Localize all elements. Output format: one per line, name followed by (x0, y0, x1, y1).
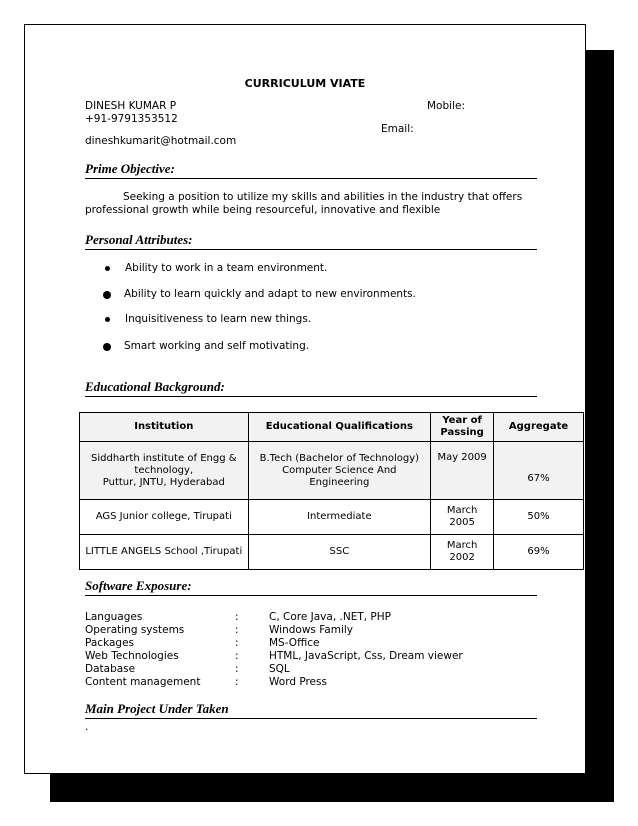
table-header-row (80, 413, 584, 442)
header-aggregate: Aggregate (494, 413, 584, 442)
cell-institution: AGS Junior college, Tirupati (80, 500, 249, 535)
header-qualifications: Educational Qualifications (248, 413, 431, 442)
document-title: CURRICULUM VIATE (244, 77, 366, 90)
software-list (85, 611, 463, 689)
candidate-name: DINESH KUMAR P (85, 100, 177, 112)
cell-qualification: B.Tech (Bachelor of Technology) Computer Science And Engineering (248, 442, 431, 500)
email-label: Email: (381, 123, 414, 135)
list-item: Languages : C, Core Java, .NET, PHP (85, 611, 391, 623)
header-institution: Institution (80, 413, 249, 442)
objective-line-2: professional growth while being resourceful, innovative and flexible (85, 204, 441, 216)
bullet-icon (103, 343, 111, 351)
list-item: Ability to work in a team environment. (103, 262, 327, 275)
objective-heading: Prime Objective: (85, 161, 537, 179)
cell-year: May 2009 (431, 442, 494, 500)
list-item: Packages : MS-Office (85, 637, 320, 649)
resume-page (24, 24, 586, 774)
table-row (80, 442, 584, 500)
project-placeholder: . (85, 721, 89, 733)
attributes-heading: Personal Attributes: (85, 232, 537, 250)
objective-line-1: Seeking a position to utilize my skills and abilities in the industry that offers (123, 191, 523, 203)
cell-qualification: SSC (248, 535, 431, 570)
list-item: Operating systems : Windows Family (85, 624, 353, 636)
cell-institution: LITTLE ANGELS School ,Tirupati (80, 535, 249, 570)
education-table (79, 412, 584, 570)
cell-aggregate: 69% (494, 535, 584, 570)
list-item: Database : SQL (85, 663, 290, 675)
email-address: dineshkumarit@hotmail.com (85, 135, 237, 147)
cell-year: March 2005 (431, 500, 494, 535)
list-item: Inquisitiveness to learn new things. (103, 313, 311, 326)
bullet-icon (103, 291, 111, 299)
cell-aggregate: 67% (494, 442, 584, 500)
bullet-icon (105, 266, 110, 271)
cell-aggregate: 50% (494, 500, 584, 535)
table-row (80, 500, 584, 535)
education-heading: Educational Background: (85, 379, 537, 397)
list-item: Web Technologies : HTML, JavaScript, Css, Dream viewer (85, 650, 463, 662)
project-heading: Main Project Under Taken (85, 701, 537, 719)
list-item: Ability to learn quickly and adapt to new environments. (103, 288, 416, 301)
cell-institution: Siddharth institute of Engg & technology, Puttur, JNTU, Hyderabad (80, 442, 249, 500)
cell-qualification: Intermediate (248, 500, 431, 535)
table-row (80, 535, 584, 570)
list-item: Content management : Word Press (85, 676, 327, 688)
mobile-label: Mobile: (427, 100, 465, 112)
bullet-icon (105, 317, 110, 322)
header-year: Year of Passing (431, 413, 494, 442)
cell-year: March 2002 (431, 535, 494, 570)
list-item: Smart working and self motivating. (103, 340, 309, 353)
phone-number: +91-9791353512 (85, 113, 178, 125)
software-heading: Software Exposure: (85, 578, 537, 596)
